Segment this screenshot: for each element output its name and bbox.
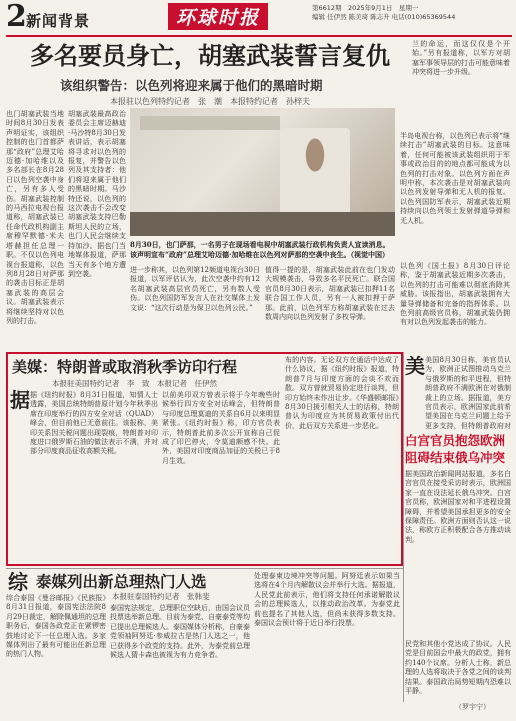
lead-column-2: 胡塞武装最高政治委员会主席迈赫迪·马沙特8月30日发表讲话，表示胡塞将寻求对以色列的报复，并警告以色列及其支持者：他们将迎来属于他们的黑暗时期。马沙特还说，以色列的这次袭击不会改变胡塞武装支持巴勒斯坦人民的立场，也门人民会继续支持加沙。据也门当地媒体报道，萨那当天有多个地方遭到空袭。 [68,110,126,278]
lead-column-top-right: 兰的命运，而这仅仅是个开始。”另有报道称，以军方对胡塞军事领导层的打击可能意味着冲突将进一步升级。 [412,40,510,77]
column-divider [403,352,404,702]
photo-caption: 8月30日，也门萨那，一名男子在现场看电视中胡塞武装行政机构负责人宣读消息。该声明宣布“政府”总理艾哈迈德·加哈维在以色列对萨那的空袭中丧生。（视觉中国） [130,240,390,259]
lead-column-under-photo-right: 值得一提的是，胡塞武装此前在也门发动大规模袭击，导致多名平民死亡。联合国官员8月30日表示，胡塞武装已扣押11名联合国工作人员，另有一人被扣押于萨那。此前，以色列军方称胡塞武装在过去数周内向以色列发射了多枚导弹。 [265,266,395,322]
issue-date: 第6612期 2025年9月1日 星期一 [312,4,419,12]
issue-editors: 编辑 任伊然 陈美琦 陈志升 电话(010)65369544 [312,13,456,21]
right-dropcap: 美 [405,354,425,378]
lead-photo [130,108,395,236]
photo-speaker [280,128,350,218]
third-headline: 泰媒列出新总理热门人选 [36,573,207,591]
third-author: （罗宇宁） [455,703,490,711]
section-title: 新闻背景 [26,12,91,30]
third-column-3: 处理泰柬边境冲突等问题。阿努廷表示如果当选将在4个月内解散议会并举行大选。据报道，人民党此前表示，他们将支持任何承诺解散议会的总理候选人，以推动政治改革。为泰党此前也提名了其他人选，但尚未获得多数支持。泰国议会预计将于近日举行投票。 [254,572,400,628]
masthead-logo: 环球时报 [168,3,268,30]
right-column-bottom: 据美国政治新闻网站报道，多名白宫官员在接受采访时表示，欧洲国家一直在设法延长俄乌冲突。白宫官员称，欧洲国家对和平进程设置障碍，并希望美国承担更多的安全保障责任。欧洲方面则否认这一说法，称欧方正积极配合各方推动谈判。 [405,470,511,544]
lead-subhead: 该组织警告：以色列将迎来属于他们的黑暗时期 [60,78,323,93]
lead-byline: 本报驻以色列特约记者 张 潮 本报特约记者 孙梓夫 [110,97,310,106]
third-dropcap: 综 [8,570,28,594]
third-column-1: 综合泰国《曼谷邮报》《民族报》8月31日报道，泰国宪法法院8月29日裁定，解除佩通坦的总理职务后，泰国各政党正在紧锣密鼓地讨论下一任总理人选。多家媒体列出了最有可能出任新总理的热门人物。 [6,594,106,659]
photo-desk [130,212,395,236]
lead-column-1: 也门胡塞武装当地时间8月30日发表声明证实，该组织控制的也门首都萨那“政府”总理艾哈迈德·加哈维以及多名部长在8月28日以色列空袭中身亡，另有多人受伤。胡塞武装控制的马西拉电视台报道称，胡塞武装已任命代政机构副主席穆罕默德·米夫塔赫担任总理一职。不仅以色列电视台报道称，以色列8月28日对萨那的袭击目标正是胡塞武装的高层会议。胡塞武装表示将继续坚持对以色列的打击。 [6,110,64,325]
third-column-2: 泰国宪法规定，总理职位空缺后，由国会议员投票选举新总理。目前为泰党、自豪泰党等均已提出总理候选人。泰国媒体分析称，自豪泰党领袖阿努廷·参威拉古是热门人选之一，他已获得多个政党的支持。此外，为泰党前总理候选人猜卡森也被视为有力竞争者。 [110,604,250,660]
header-rule [6,35,512,37]
lead-column-under-photo-left: 进一步称其，以色列第12频道电视台30日报道，以军评估认为，此次空袭中约有12名胡塞武装高层官员死亡，另有数人受伤。以色列国防军发言人在社交媒体上发文说：“这次行动是为保卫以色列公民。” [130,266,260,312]
feature-column-1: 据《纽约时报》8月31日报道，知情人士透露，美国总统特朗普原计划今年秋季出席在印度举行的四方安全对话（QUAD）峰会，但目前他已无意前往。该报称，美印关系因关税问题出现裂痕，特朗普对印度进口俄罗斯石油的做法表示不满，并对部分印度商品征收高额关税。 [30,391,158,456]
third-column-right: 民党和其他小党达成了协议。人民党是目前国会中最大的政党，拥有约140个议席。分析人士称，新总理的人选将取决于各党之间的谈判结果。泰国政治局势短期内恐难以平静。 [405,640,511,696]
right-column-top: 美国8月30日称，美官员认为，欧洲正试图推动乌克兰与俄罗斯的和平进程，但特朗普政府不满欧洲在对俄制裁上的立场。据报道，美方官员表示，欧洲国家此前希望美国在乌克兰问题上给予更多支持，但特朗普政府对 [425,356,511,430]
right-headline: 白宫官员抱怨欧洲阻碍结束俄乌冲突 [405,433,506,465]
issue-info [312,4,455,22]
feature-column-2: 以前美印双方曾表示将于今年晚些时候举行四方安全对话峰会，但特朗普与印度总理莫迪的关系自6月以来明显紧张。《纽约时报》称，印方官员表示，特朗普此前多次公开宣称自己促成了印巴停火，令莫迪颇感不快。此外，美国对印度商品加征的关税已于8月生效。 [162,391,280,465]
page-number: 2 [6,0,27,34]
feature-headline: 美媒：特朗普或取消秋季访印行程 [12,358,238,376]
photo-banner [140,116,280,130]
lead-column-3: 半岛电视台称，以色列已表示将“继续打击”胡塞武装的目标。这意味着，任何可能被该武装组织用于军事或政治目的的地点都可能成为以色列的打击对象。以色列方面在声明中称，本次袭击是对胡塞武装向以色列发射导弹和无人机的报复。以色列国防军表示，胡塞武装近期持续向以色列领土发射弹道导弹和无人机。 [400,132,510,225]
lead-headline: 多名要员身亡，胡塞武装誓言复仇 [30,42,390,70]
section-divider [6,568,403,569]
feature-column-3: 布的内容。无论双方在通话中达成了什么协议，据《纽约时报》报道，特朗普7月与印度方面的会谈不欢而散。双方曾就贸易协定进行谈判，但印方始终未作出让步。《华盛顿邮报》8月30日援引相关人士的话称，特朗普认为印度应为其贸易政策付出代价，此后双方关系进一步恶化。 [285,356,399,430]
feature-dropcap: 据 [10,388,30,412]
feature-byline: 本报驻美国特约记者 李 致 本报记者 任伊然 [52,379,217,388]
third-byline: 本报驻泰国特约记者 张韩斐 [112,592,210,601]
lead-column-4: 以色列《国土报》8月30日评论称，鉴于胡塞武装近期多次袭击，以色列的打击可能难以彻底消除其威胁。该报指出，胡塞武装拥有大量导弹储备和完备的指挥体系。以色列前高级官员称，胡塞武装仍拥有对以色列发起袭击的能力。 [400,262,510,327]
